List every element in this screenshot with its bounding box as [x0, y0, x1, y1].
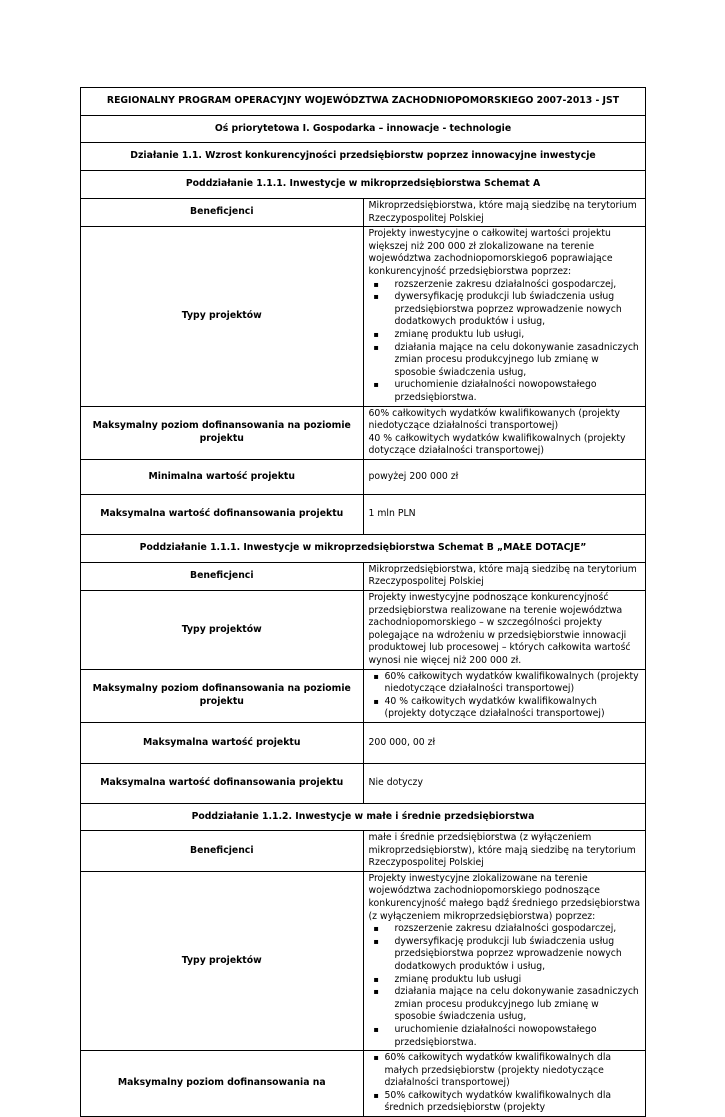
program-table: [80, 87, 646, 1117]
section-header-row: [81, 804, 646, 831]
field-label: Typy projektów: [81, 227, 364, 406]
field-content: [363, 406, 646, 459]
paragraph: Nie dotyczy: [368, 777, 423, 789]
field-content: [363, 764, 646, 804]
list-item: ▪ działania mające na celu dokonywanie zasadniczych zmian procesu produkcyjnego lub zmianę w sposobie świadczenia usług,: [369, 342, 641, 380]
paragraph: Projekty inwestycyjne zlokalizowane na terenie województwa zachodniopomorskiego podnoszące konkurencyjność małego bądź średniego przedsiębiorstwa (z wyłączeniem mikroprzedsiębiorstwa) poprzez:: [368, 872, 641, 922]
field-label: Typy projektów: [81, 591, 364, 670]
field-row: [81, 227, 646, 406]
section-header: Poddziałanie 1.1.2. Inwestycje w małe i średnie przedsiębiorstwa: [81, 804, 646, 831]
list-item: ▪ 60% całkowitych wydatków kwalifikowalnych (projekty niedotyczące działalności transportowej): [371, 671, 641, 696]
paragraph: 40 % całkowitych wydatków kwalifikowalnych (projekty dotyczące działalności transportowej): [368, 432, 626, 457]
field-content: [363, 669, 646, 722]
bullet-list: [369, 923, 641, 1049]
field-label: Maksymalna wartość dofinansowania projektu: [81, 764, 364, 804]
list-item: ▪ 40 % całkowitych wydatków kwalifikowalnych (projekty dotyczące działalności transportowej): [371, 696, 641, 721]
field-label: Maksymalny poziom dofinansowania na: [81, 1051, 364, 1117]
list-item: ▪ rozszerzenie zakresu działalności gospodarczej,: [369, 279, 641, 292]
bullet-list: [369, 1052, 641, 1115]
paragraph: Mikroprzedsiębiorstwa, które mają siedzibę na terytorium Rzeczypospolitej Polskiej: [368, 200, 637, 224]
list-item: ▪ dywersyfikację produkcji lub świadczenia usług przedsiębiorstwa poprzez wprowadzenie nowych dodatkowych produktów i usług,: [369, 936, 641, 974]
bullet-list: [369, 279, 641, 405]
field-row: [81, 459, 646, 494]
field-row: [81, 494, 646, 534]
list-item: ▪ 60% całkowitych wydatków kwalifikowalnych dla małych przedsiębiorstw (projekty niedotyczące działalności transportowej): [371, 1052, 641, 1090]
list-item: ▪ dywersyfikację produkcji lub świadczenia usług przedsiębiorstwa poprzez wprowadzenie nowych dodatkowych produktów i usług,: [369, 291, 641, 329]
paragraph: małe i średnie przedsiębiorstwa (z wyłączeniem mikroprzedsiębiorstw), które mają siedzibę na terytorium Rzeczypospolitej Polskiej: [368, 832, 636, 869]
list-item: ▪ działania mające na celu dokonywanie zasadniczych zmian procesu produkcyjnego lub zmianę w sposobie świadczenia usług,: [369, 986, 641, 1024]
section-header: Poddziałanie 1.1.1. Inwestycje w mikroprzedsiębiorstwa Schemat B „MAŁE DOTACJE”: [81, 534, 646, 562]
field-row: [81, 764, 646, 804]
section-header-row: [81, 171, 646, 199]
field-label: Maksymalny poziom dofinansowania na poziomie projektu: [81, 669, 364, 722]
section-header-row: [81, 116, 646, 143]
field-content: [363, 494, 646, 534]
section-header: Działanie 1.1. Wzrost konkurencyjności przedsiębiorstw poprzez innowacyjne inwestycje: [81, 143, 646, 171]
field-row: [81, 406, 646, 459]
section-header-row: [81, 143, 646, 171]
section-header: REGIONALNY PROGRAM OPERACYJNY WOJEWÓDZTWA ZACHODNIOPOMORSKIEGO 2007-2013 - JST: [81, 88, 646, 116]
field-row: [81, 831, 646, 872]
field-label: Beneficjenci: [81, 831, 364, 872]
field-content: [363, 831, 646, 872]
paragraph: Mikroprzedsiębiorstwa, które mają siedzibę na terytorium Rzeczypospolitej Polskiej: [368, 563, 637, 588]
section-header: Poddziałanie 1.1.1. Inwestycje w mikroprzedsiębiorstwa Schemat A: [81, 171, 646, 199]
field-label: Typy projektów: [81, 871, 364, 1050]
field-row: [81, 669, 646, 722]
field-content: [363, 199, 646, 227]
field-label: Minimalna wartość projektu: [81, 459, 364, 494]
list-item: ▪ zmianę produktu lub usługi,: [369, 329, 641, 342]
paragraph: Projekty inwestycyjne podnoszące konkurencyjność przedsiębiorstwa realizowane na terenie województwa zachodniopomorskiego – w szczególności projekty polegające na wdrożeniu w przedsiębiorstwie innowacji produktowej lub procesowej – których całkowita wartość wynosi nie więcej niż 200 000 zł.: [368, 592, 631, 667]
bullet-list: [369, 671, 641, 721]
field-row: [81, 1051, 646, 1117]
field-row: [81, 199, 646, 227]
section-header-row: [81, 534, 646, 562]
section-header: Oś priorytetowa I. Gospodarka – innowacje - technologie: [81, 116, 646, 143]
paragraph: 200 000, 00 zł: [368, 736, 436, 748]
paragraph: 60% całkowitych wydatków kwalifikowanych (projekty niedotyczące działalności transportowej): [368, 407, 621, 432]
field-label: Beneficjenci: [81, 199, 364, 227]
list-item: ▪ zmianę produktu lub usługi: [369, 974, 641, 987]
list-item: ▪ 50% całkowitych wydatków kwalifikowalnych dla średnich przedsiębiorstw (projekty: [371, 1090, 641, 1115]
field-row: [81, 591, 646, 670]
field-content: [363, 459, 646, 494]
paragraph: Projekty inwestycyjne o całkowitej wartości projektu większej niż 200 000 zł zlokalizowane na terenie województwa zachodniopomorskiego6 poprawiające konkurencyjność przedsiębiorstwa poprzez:: [368, 228, 613, 277]
field-label: Maksymalna wartość projektu: [81, 723, 364, 764]
field-row: [81, 723, 646, 764]
field-content: [363, 227, 646, 406]
paragraph: powyżej 200 000 zł: [368, 470, 459, 482]
field-label: Maksymalny poziom dofinansowania na poziomie projektu: [81, 406, 364, 459]
field-label: Beneficjenci: [81, 562, 364, 590]
field-content: [363, 562, 646, 590]
field-content: [363, 591, 646, 670]
list-item: ▪ uruchomienie działalności nowopowstałego przedsiębiorstwa.: [369, 379, 641, 404]
list-item: ▪ uruchomienie działalności nowopowstałego przedsiębiorstwa.: [369, 1024, 641, 1049]
field-content: [363, 723, 646, 764]
paragraph: 1 mln PLN: [368, 508, 416, 520]
field-label: Maksymalna wartość dofinansowania projektu: [81, 494, 364, 534]
field-row: [81, 562, 646, 590]
section-header-row: [81, 88, 646, 116]
field-content: [363, 1051, 646, 1117]
list-item: ▪ rozszerzenie zakresu działalności gospodarczej,: [369, 923, 641, 936]
